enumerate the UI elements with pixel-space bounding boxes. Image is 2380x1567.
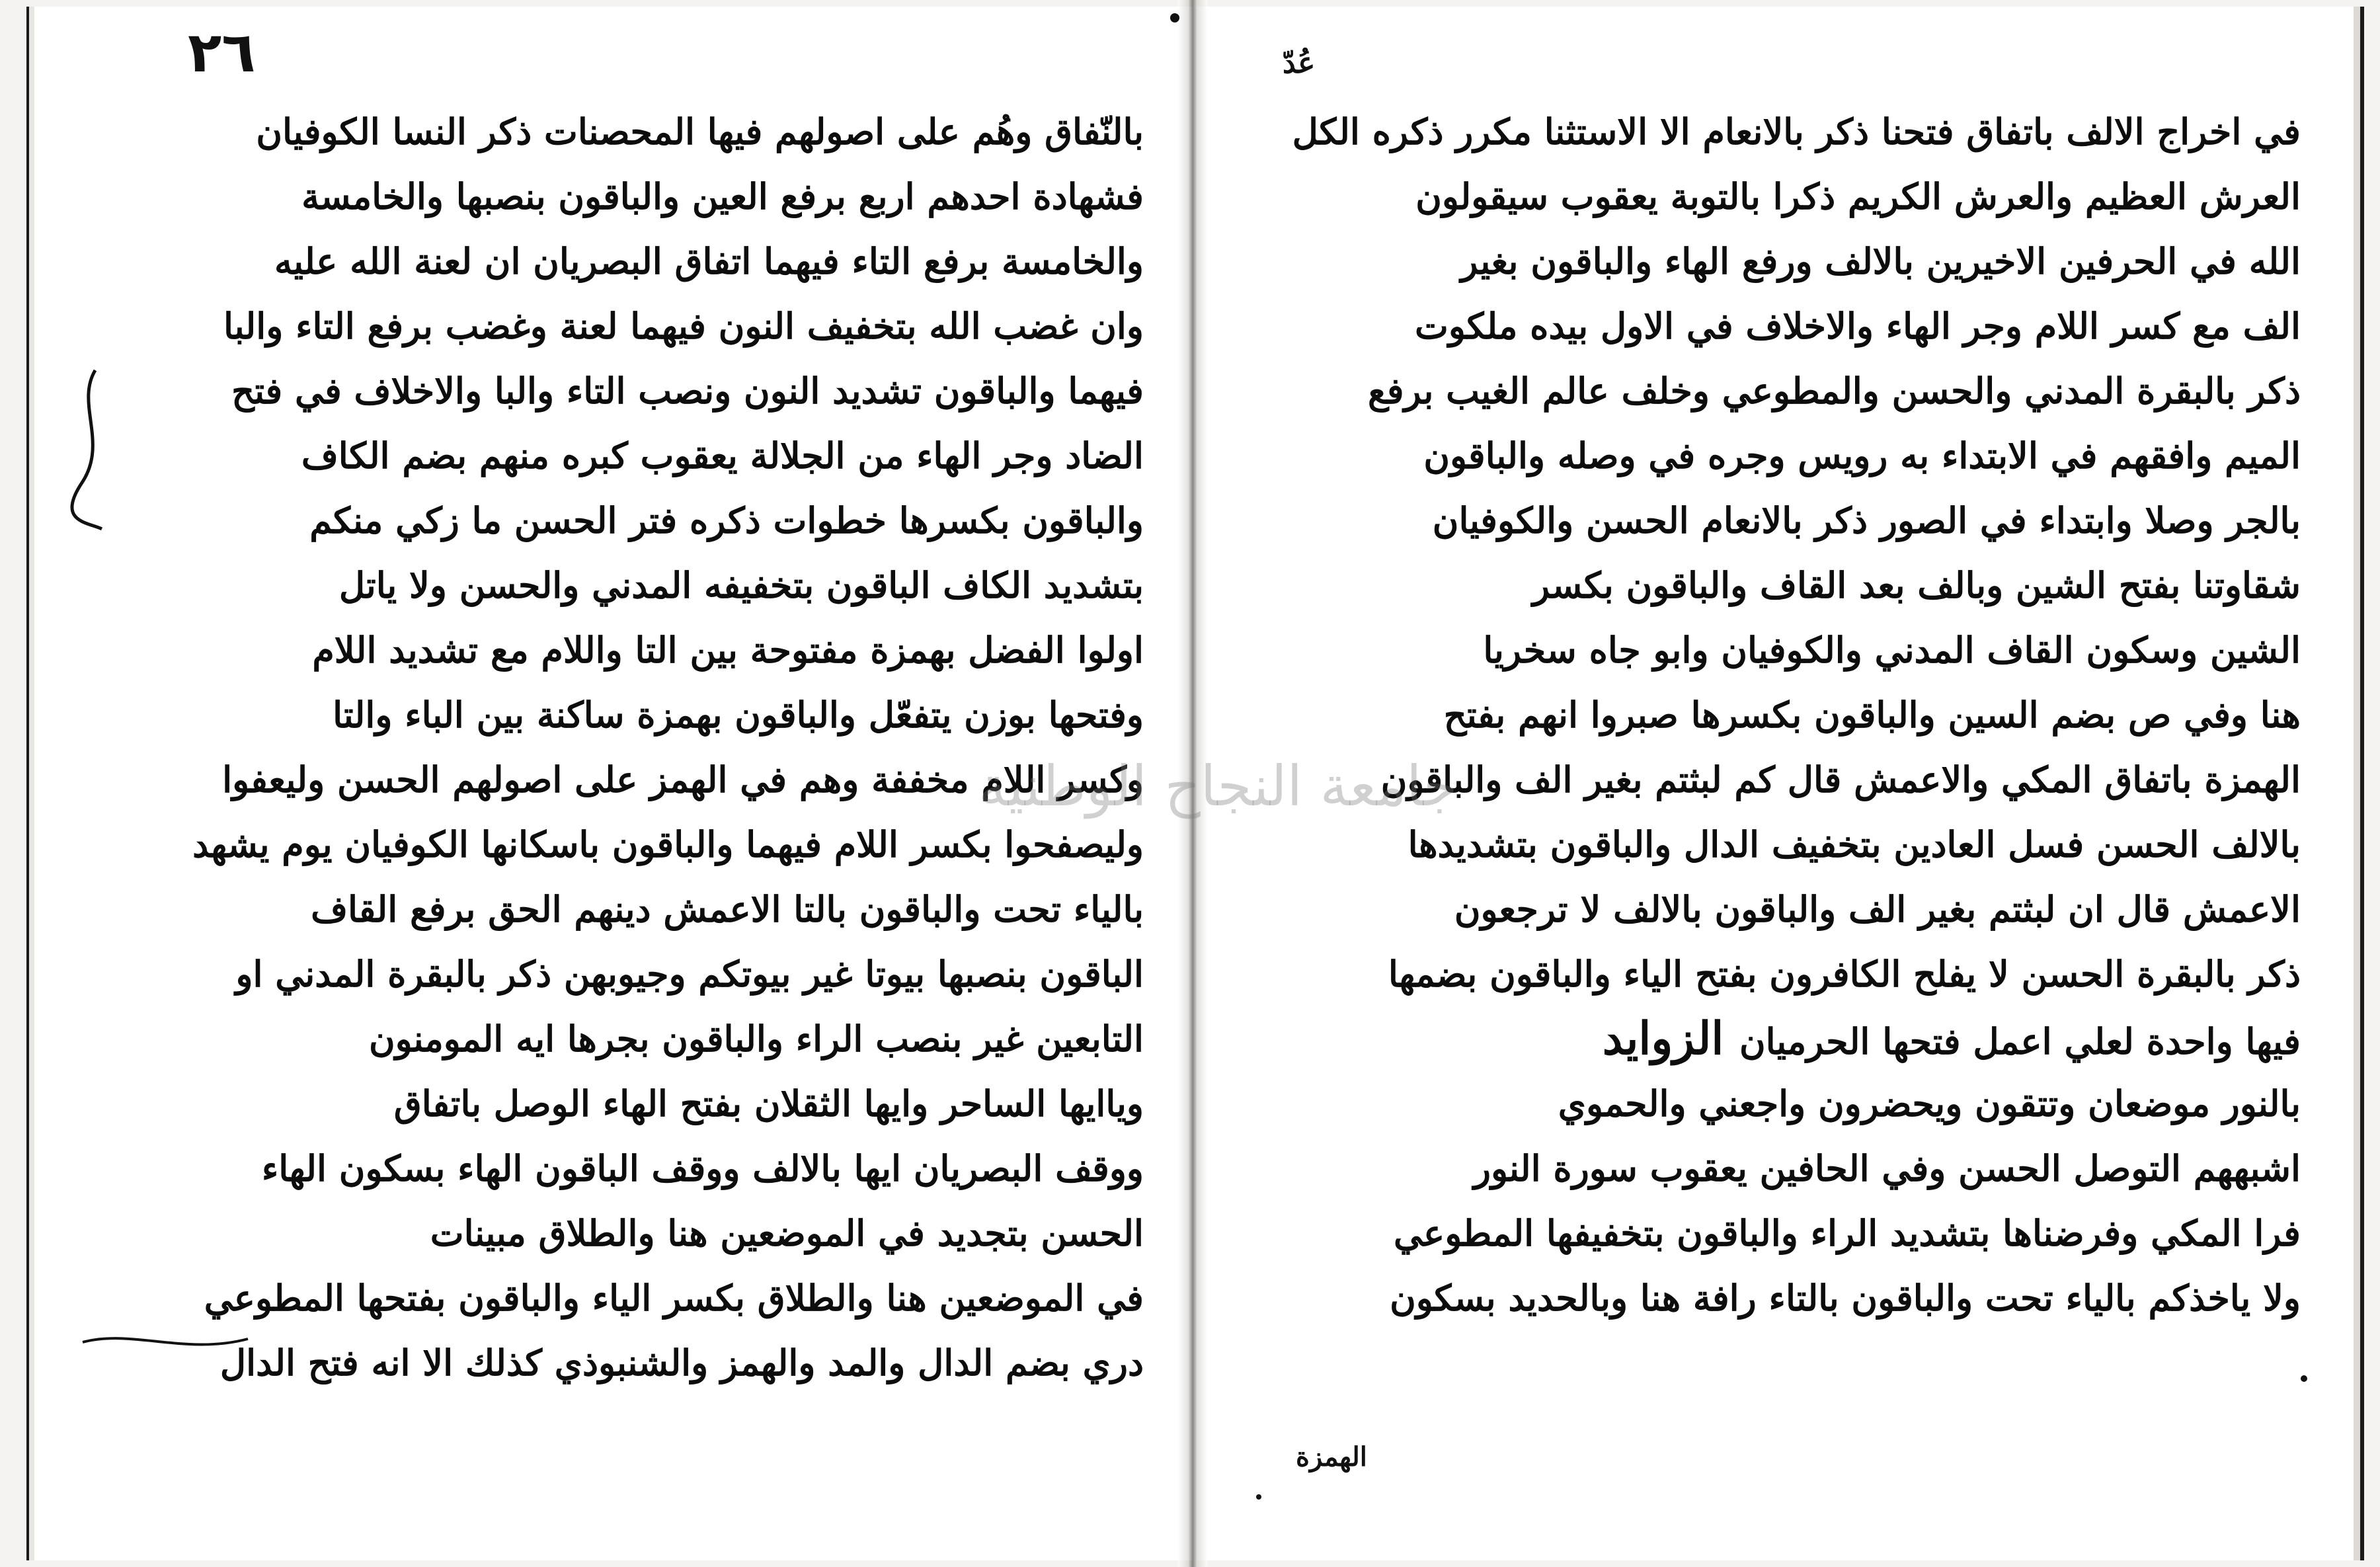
right-line: فيها واحدة لعلي اعمل فتحها الحرميان الزوايد (1602, 1012, 2301, 1065)
right-line: في اخراج الالف باتفاق فتحنا ذكر بالانعام الا الاستثنا مكرر ذكره الكل (1292, 110, 2301, 153)
section-heading: الزوايد (1602, 1012, 1739, 1065)
right-line: ذكر بالبقرة المدني والحسن والمطوعي وخلف عالم الغيب برفع (1368, 370, 2301, 412)
right-line: فرا المكي وفرضناها بتشديد الراء والباقون بتخفيفها المطوعي (1394, 1212, 2301, 1254)
left-line: التابعين غير بنصب الراء والباقون بجرها ايه المومنون (368, 1018, 1144, 1060)
ink-speck (1256, 1494, 1261, 1500)
right-line: اشبههم التوصل الحسن وفي الحافين يعقوب سورة النور (1473, 1147, 2301, 1189)
right-line: شقاوتنا بفتح الشين وبالف بعد القاف والباقون بكسر (1532, 564, 2301, 606)
left-line: وان غضب الله بتخفيف النون فيهما لعنة وغضب برفع التاء والبا (223, 305, 1144, 347)
left-line: دري بضم الدال والمد والهمز والشنبوذي كذلك الا انه فتح الدال (219, 1342, 1144, 1384)
right-line: العرش العظيم والعرش الكريم ذكرا بالتوبة يعقوب سيقولون (1415, 175, 2301, 218)
left-line: بتشديد الكاف الباقون بتخفيفه المدني والحسن ولا ياتل (338, 564, 1144, 606)
folio-number: ٢٦ (188, 20, 256, 85)
left-line: وليصفحوا بكسر اللام فيهما والباقون باسكانها الكوفيان يوم يشهد (192, 823, 1144, 865)
ink-speck (1170, 13, 1179, 22)
right-line: بالالف الحسن فسل العادين بتخفيف الدال والباقون بتشديدها (1408, 823, 2301, 865)
library-watermark: جامعة النجاح الوطنية (978, 754, 1458, 819)
left-line: فيهما والباقون تشديد النون ونصب التاء والبا والاخلاف في فتح (231, 370, 1144, 412)
right-line: الاعمش قال ان لبثتم بغير الف والباقون بالالف لا ترجعون (1454, 888, 2301, 930)
right-line: بالجر وصلا وابتداء في الصور ذكر بالانعام الحسن والكوفيان (1432, 499, 2301, 542)
left-line: وفتحها بوزن يتفعّل والباقون بهمزة ساكنة بين الباء والتا (333, 694, 1144, 736)
right-line: الله في الحرفين الاخيرين بالالف ورفع الهاء والباقون بغير (1460, 240, 2301, 282)
left-line: وياايها الساحر وايها الثقلان بفتح الهاء الوصل باتفاق (393, 1082, 1144, 1125)
right-line: الهمزة باتفاق المكي والاعمش قال كم لبثتم بغير الف والباقون (1380, 758, 2301, 801)
line-stroke-mark (79, 1322, 251, 1362)
right-line: بالنور موضعان وتتقون ويحضرون واجعني والحموي (1558, 1082, 2301, 1125)
marginal-note-top: عُدّ (1283, 46, 1316, 80)
left-line: بالياء تحت والباقون بالتا الاعمش دينهم الحق برفع القاف (311, 888, 1144, 930)
left-page-text (99, 99, 1144, 1395)
right-line: ولا ياخذكم بالياء تحت والباقون بالتاء رافة هنا وبالحديد بسكون (1390, 1277, 2301, 1319)
right-line: ذكر بالبقرة الحسن لا يفلح الكافرون بفتح الياء والباقون بضمها (1388, 953, 2301, 995)
left-line: فشهادة احدهم اربع برفع العين والباقون بنصبها والخامسة (301, 175, 1144, 218)
left-line: الضاد وجر الهاء من الجلالة يعقوب كبره منهم بضم الكاف (301, 434, 1144, 477)
right-line: الف مع كسر اللام وجر الهاء والاخلاف في الاول بيده ملكوت (1415, 305, 2301, 347)
left-line: بالنّفاق وهُم على اصولهم فيها المحصنات ذكر النسا الكوفيان (256, 110, 1144, 153)
right-line: الميم وافقهم في الابتداء به رويس وجره في وصله والباقون (1423, 434, 2301, 477)
left-line: الباقون بنصبها بيوتا غير بيوتكم وجيوبهن ذكر بالبقرة المدني او (235, 953, 1144, 995)
ink-speck (2301, 1375, 2307, 1382)
right-line: الشين وسكون القاف المدني والكوفيان وابو جاه سخريا (1483, 629, 2301, 671)
right-line: هنا وفي ص بضم السين والباقون بكسرها صبروا انهم بفتح (1443, 694, 2301, 736)
left-line: والخامسة برفع التاء فيهما اتفاق البصريان ان لعنة الله عليه (274, 240, 1144, 282)
left-line: والباقون بكسرها خطوات ذكره فتر الحسن ما زكي منكم (309, 499, 1144, 542)
left-line: وكسر اللام مخففة وهم في الهمز على اصولهم الحسن وليعفوا (222, 758, 1144, 801)
left-line: الحسن بتجديد في الموضعين هنا والطلاق مبينات (430, 1212, 1144, 1254)
left-line: ووقف البصريان ايها بالالف ووقف الباقون الهاء بسكون الهاء (261, 1147, 1144, 1189)
left-line: اولوا الفضل بهمزة مفتوحة بين التا واللام مع تشديد اللام (312, 629, 1144, 671)
right-page-text (1236, 99, 2301, 1330)
left-line: في الموضعين هنا والطلاق بكسر الياء والباقون بفتحها المطوعي (204, 1277, 1144, 1319)
catchword: الهمزة (1296, 1441, 1367, 1472)
